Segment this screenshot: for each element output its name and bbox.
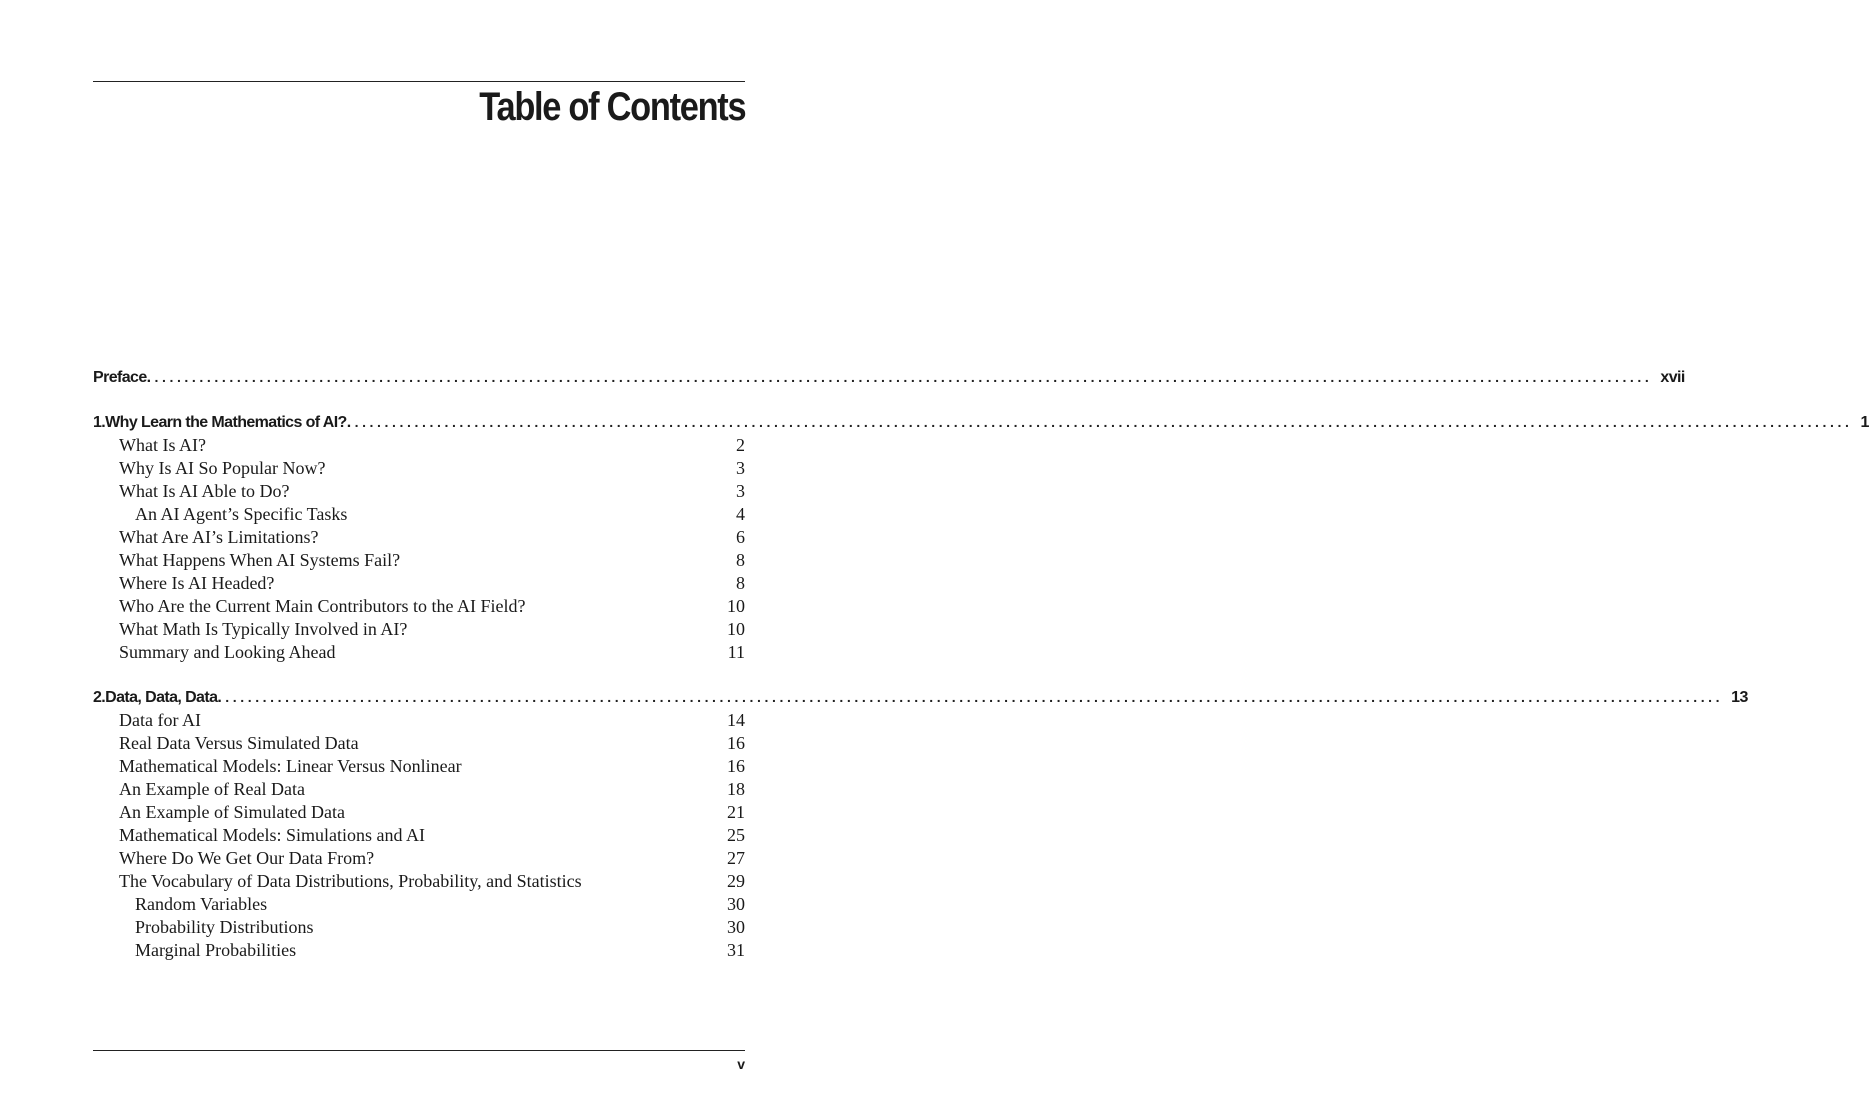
toc-entry-page: 16	[727, 733, 745, 753]
toc-entry-label: Marginal Probabilities	[135, 940, 297, 960]
toc-entry-page: 3	[736, 458, 745, 478]
page-title: Table of Contents	[478, 85, 745, 129]
toc-entry-label: Summary and Looking Ahead	[119, 642, 336, 662]
dot-leader: ........................................................................................................................................................................................................	[154, 369, 1653, 385]
toc-chapter-1[interactable]	[93, 411, 1869, 434]
chapter-title: Why Learn the Mathematics of AI?.	[105, 414, 351, 431]
table-of-contents	[93, 366, 1869, 962]
toc-entry[interactable]	[93, 618, 745, 641]
toc-entry-page: 3	[736, 481, 745, 501]
toc-entry[interactable]	[93, 847, 745, 870]
toc-entry-label: Probability Distributions	[135, 917, 314, 937]
chapter-number: 2.	[93, 689, 106, 706]
toc-entry[interactable]	[93, 641, 745, 664]
dot-leader: ........................................................................................................................................................................................................	[225, 689, 1724, 705]
toc-entry-label: Mathematical Models: Linear Versus Nonlinear	[119, 756, 462, 776]
toc-entry[interactable]	[93, 526, 745, 549]
toc-entry-page: 18	[727, 779, 745, 799]
toc-entry-page: 6	[736, 527, 745, 547]
toc-entry[interactable]	[93, 709, 745, 732]
toc-entry[interactable]	[93, 595, 745, 618]
toc-entry-page: 30	[727, 917, 745, 937]
toc-entry-page: 30	[727, 894, 745, 914]
toc-entry[interactable]	[93, 457, 745, 480]
toc-entry[interactable]	[93, 893, 745, 916]
toc-entry-label: What Is AI Able to Do?	[119, 481, 290, 501]
toc-entry-label: What Happens When AI Systems Fail?	[119, 550, 401, 570]
toc-entry[interactable]	[93, 503, 745, 526]
toc-entry-page: 25	[727, 825, 745, 845]
toc-entry[interactable]	[93, 801, 745, 824]
toc-entry-label: Why Is AI So Popular Now?	[119, 458, 326, 478]
toc-entry-label: Mathematical Models: Simulations and AI	[119, 825, 425, 845]
spacer	[93, 664, 745, 686]
toc-chapter-2[interactable]	[93, 686, 1748, 709]
toc-entry[interactable]	[93, 480, 745, 503]
spacer	[93, 389, 745, 411]
toc-entry-label: An Example of Simulated Data	[119, 802, 345, 822]
toc-entry[interactable]	[93, 732, 745, 755]
toc-entry[interactable]	[93, 434, 745, 457]
toc-entry-label: The Vocabulary of Data Distributions, Probability, and Statistics	[119, 871, 582, 891]
chapter-number: 1.	[93, 414, 106, 431]
toc-entry[interactable]	[93, 939, 745, 962]
toc-entry-page: 8	[736, 573, 745, 593]
toc-entry-label: What Is AI?	[119, 435, 206, 455]
toc-entry-label: Random Variables	[135, 894, 268, 914]
toc-entry[interactable]	[93, 755, 745, 778]
toc-entry-label: Where Is AI Headed?	[119, 573, 275, 593]
toc-entry-page: 10	[727, 596, 745, 616]
chapter-page: 1	[1860, 414, 1869, 431]
toc-entry[interactable]	[93, 824, 745, 847]
toc-entry[interactable]	[93, 916, 745, 939]
toc-entry-label: Where Do We Get Our Data From?	[119, 848, 375, 868]
toc-entry-label: An AI Agent’s Specific Tasks	[135, 504, 348, 524]
chapter-page: 13	[1731, 689, 1748, 706]
bottom-rule	[93, 1050, 745, 1051]
toc-entry-label: What Are AI’s Limitations?	[119, 527, 319, 547]
toc-entry-label: Real Data Versus Simulated Data	[119, 733, 359, 753]
toc-preface-label: Preface.	[93, 369, 151, 386]
toc-entry-page: 29	[727, 871, 745, 891]
toc-entry-page: 27	[727, 848, 745, 868]
toc-entry-page: 10	[727, 619, 745, 639]
toc-entry-page: 2	[736, 435, 745, 455]
toc-entry-page: 8	[736, 550, 745, 570]
chapter-1-entries	[93, 434, 745, 664]
toc-entry-label: An Example of Real Data	[119, 779, 305, 799]
top-rule	[93, 81, 745, 82]
page-number: v	[737, 1056, 745, 1072]
toc-entry-page: 21	[727, 802, 745, 822]
toc-entry-page: 31	[727, 940, 745, 960]
dot-leader: ........................................................................................................................................................................................................	[354, 414, 1853, 430]
toc-entry-label: Who Are the Current Main Contributors to the AI Field?	[119, 596, 526, 616]
toc-entry[interactable]	[93, 870, 745, 893]
toc-entry[interactable]	[93, 549, 745, 572]
toc-preface-page: xvii	[1660, 369, 1685, 386]
chapter-title: Data, Data, Data.	[105, 689, 222, 706]
toc-entry-page: 14	[727, 710, 745, 730]
toc-preface[interactable]	[93, 366, 1685, 389]
toc-entry-page: 11	[727, 642, 745, 662]
chapter-2-entries	[93, 709, 745, 962]
toc-entry-page: 16	[727, 756, 745, 776]
toc-entry[interactable]	[93, 572, 745, 595]
toc-entry-label: Data for AI	[119, 710, 201, 730]
toc-entry-label: What Math Is Typically Involved in AI?	[119, 619, 408, 639]
toc-entry[interactable]	[93, 778, 745, 801]
toc-entry-page: 4	[736, 504, 745, 524]
